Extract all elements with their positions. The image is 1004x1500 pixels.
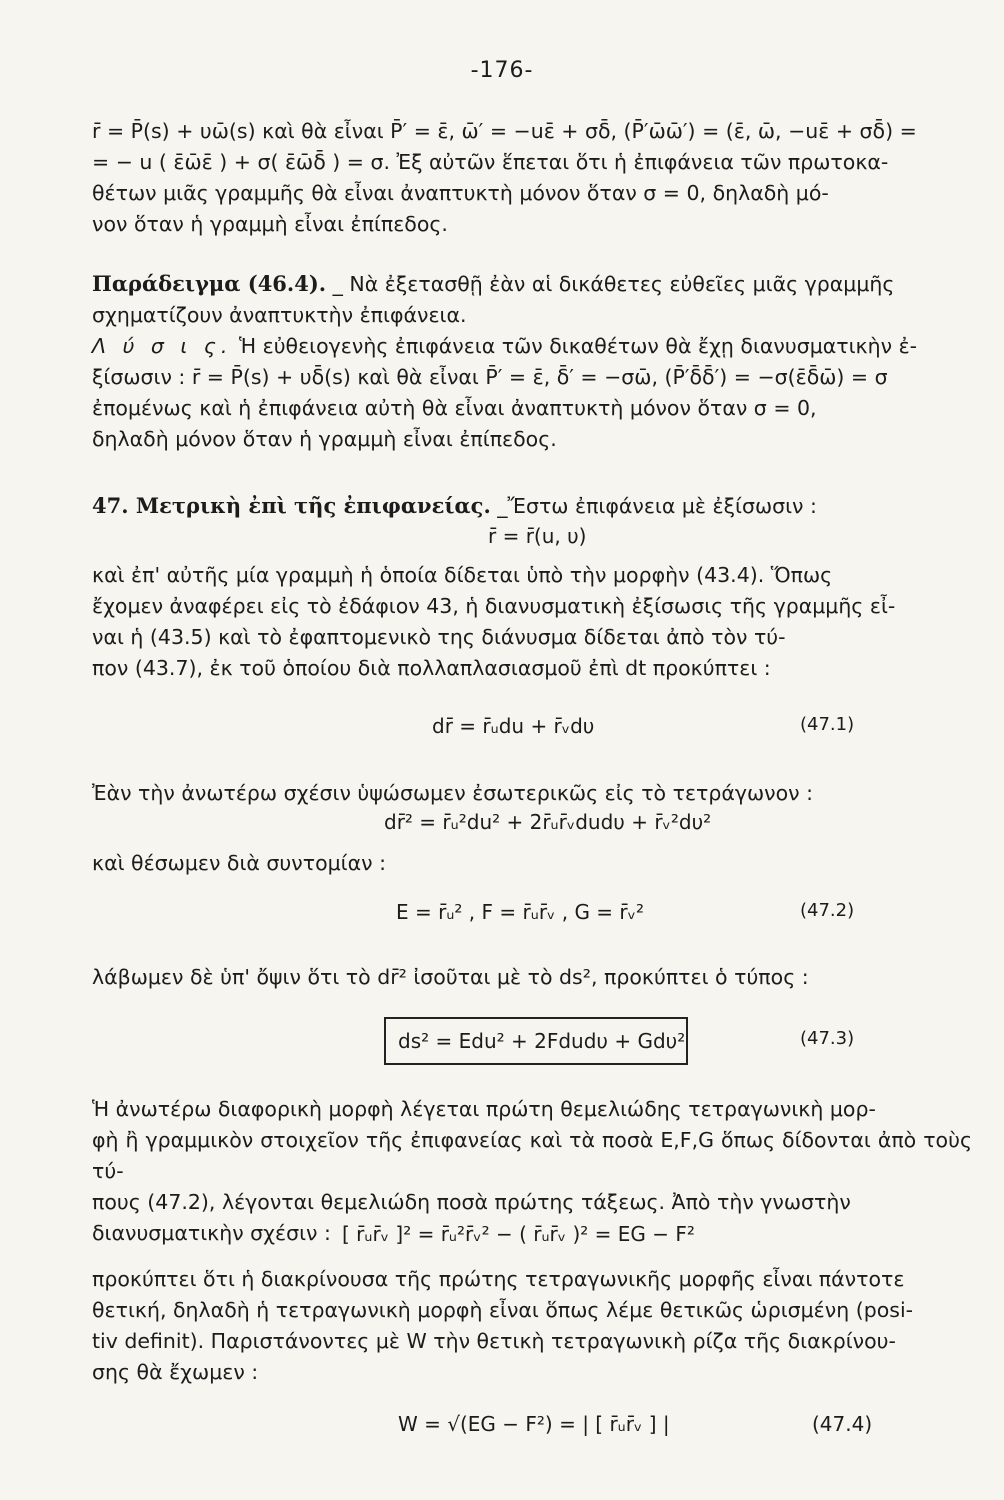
text-line: ναι ἡ (43.5) καὶ τὸ ἐφαπτομενικὸ της διάνυσμα δίδεται ἀπὸ τὸν τύ- <box>92 625 786 649</box>
equation-47-2: E = r̄ᵤ² , F = r̄ᵤr̄ᵥ , G = r̄ᵥ² <box>396 900 644 924</box>
solution-label: Λ ύ σ ι ς. <box>92 334 233 358</box>
text-line: προκύπτει ὅτι ἡ διακρίνουσα τῆς πρώτης τετραγωνικῆς μορφῆς εἶναι πάντοτε <box>92 1267 905 1291</box>
solution-text: δηλαδὴ μόνον ὅταν ἡ γραμμὴ εἶναι ἐπίπεδος. <box>92 427 557 451</box>
paragraph-positive-definite <box>92 1264 972 1388</box>
text-line: tiv definit). Παριστάνοντες μὲ W τὴν θετικὴ τετραγωνικὴ ρίζα τῆς διακρίνου- <box>92 1329 896 1353</box>
text-line: φὴ ἢ γραμμικὸν στοιχεῖον τῆς ἐπιφανείας καὶ τὰ ποσὰ E,F,G ὅπως δίδονται ἀπὸ τοὺς τύ- <box>92 1128 972 1183</box>
equation-number: (47.2) <box>800 900 855 921</box>
section-47 <box>92 490 972 522</box>
section-intro: _Ἔστω ἐπιφάνεια μὲ ἐξίσωσιν : <box>497 494 817 518</box>
equation-squared: dr̄² = r̄ᵤ²du² + 2r̄ᵤr̄ᵥdudυ + r̄ᵥ²dυ² <box>384 810 712 834</box>
section-heading: 47. Μετρικὴ ἐπὶ τῆς ἐπιφανείας. <box>92 493 491 518</box>
text-line: ἔχομεν ἀναφέρει εἰς τὸ ἐδάφιον 43, ἡ διανυσματικὴ ἐξίσωσις τῆς γραμμῆς εἶ- <box>92 594 896 618</box>
equation-lagrange-identity: [ r̄ᵤr̄ᵥ ]² = r̄ᵤ²r̄ᵥ² − ( r̄ᵤr̄ᵥ )² = EG − F² <box>342 1222 695 1246</box>
text-line: = − u ( ε̄ω̄ε̄ ) + σ( ε̄ω̄δ̄ ) = σ. Ἐξ αὐτῶν ἕπεται ὅτι ἡ ἐπιφάνεια τῶν πρωτοκα- <box>92 150 889 174</box>
example-46-4: Παράδειγμα (46.4). _ Νὰ ἐξετασθῇ ἐὰν αἱ δικάθετες εὐθεῖες μιᾶς γραμμῆς σχηματίζουν ἀναπτυκτὴν ἐπιφάνεια. Λ ύ σ ι ς. Ἡ εὐθειογενὴς ἐπιφάνεια τῶν δικαθέτων θὰ ἔχῃ διανυσματικὴν ἐ- ξίσωσιν : r̄ = P̄(s) + υδ̄(s) καὶ θὰ εἶναι P̄′ = ε̄, δ̄′ = −σω̄, (P̄′δ̄δ̄′) = −σ(ε̄δ̄ω̄) = σ ἐπομένως καὶ ἡ ἐπιφάνεια αὐτὴ θὰ εἶναι ἀναπτυκτὴ μόνον ὅταν σ = 0, δηλαδὴ μόνον ὅταν ἡ γραμμὴ εἶναι ἐπίπεδος. <box>92 268 972 455</box>
text-square: Ἐὰν τὴν ἀνωτέρω σχέσιν ὑψώσωμεν ἐσωτερικῶς εἰς τὸ τετράγωνον : <box>92 781 814 805</box>
equation-47-4: W = √(EG − F²) = | [ r̄ᵤr̄ᵥ ] | <box>398 1412 670 1436</box>
text-line: διανυσματικὴν σχέσιν : <box>92 1221 331 1245</box>
paragraph-developable-binormal <box>92 116 972 240</box>
example-text: σχηματίζουν ἀναπτυκτὴν ἐπιφάνεια. <box>92 303 467 327</box>
solution-text: ἐπομένως καὶ ἡ ἐπιφάνεια αὐτὴ θὰ εἶναι ἀναπτυκτὴ μόνον ὅταν σ = 0, <box>92 396 817 420</box>
text-line: r̄ = P̄(s) + υω̄(s) καὶ θὰ εἶναι P̄′ = ε̄, ω̄′ = −uε̄ + σδ̄, (P̄′ω̄ω̄′) = (ε̄, ω̄, −uε̄ + σδ̄) = <box>92 119 917 143</box>
solution-text: ξίσωσιν : r̄ = P̄(s) + υδ̄(s) καὶ θὰ εἶναι P̄′ = ε̄, δ̄′ = −σω̄, (P̄′δ̄δ̄′) = −σ(ε̄δ̄ω̄) = σ <box>92 365 888 389</box>
equation-47-3: ds² = Edu² + 2Fdudυ + Gdυ² <box>398 1029 686 1053</box>
example-heading: Παράδειγμα (46.4). <box>92 271 327 296</box>
paragraph-curve-on-surface <box>92 560 972 684</box>
text-line: Ἡ ἀνωτέρω διαφορικὴ μορφὴ λέγεται πρώτη θεμελιώδης τετραγωνικὴ μορ- <box>92 1097 876 1121</box>
equation-number: (47.3) <box>800 1028 855 1049</box>
solution-text: Ἡ εὐθειογενὴς ἐπιφάνεια τῶν δικαθέτων θὰ ἔχῃ διανυσματικὴν ἐ- <box>238 334 918 358</box>
text-line: θέτων μιᾶς γραμμῆς θὰ εἶναι ἀναπτυκτὴ μόνον ὅταν σ = 0, δηλαδὴ μό- <box>92 181 829 205</box>
text-line: σης θὰ ἔχωμεν : <box>92 1360 259 1384</box>
page-number: -176- <box>470 58 534 83</box>
equation-47-1: dr̄ = r̄ᵤdu + r̄ᵥdυ <box>432 714 595 738</box>
text-define: καὶ θέσωμεν διὰ συντομίαν : <box>92 851 386 875</box>
text-line: πον (43.7), ἐκ τοῦ ὁποίου διὰ πολλαπλασιασμοῦ ἐπὶ dt προκύπτει : <box>92 656 771 680</box>
text-ds: λάβωμεν δὲ ὑπ' ὄψιν ὅτι τὸ dr̄² ἰσοῦται μὲ τὸ ds², προκύπτει ὁ τύπος : <box>92 965 809 989</box>
text-line: πους (47.2), λέγονται θεμελιώδη ποσὰ πρώτης τάξεως. Ἀπὸ τὴν γνωστὴν <box>92 1190 851 1214</box>
surface-equation: r̄ = r̄(u, υ) <box>488 524 587 548</box>
text-line: θετική, δηλαδὴ ἡ τετραγωνικὴ μορφὴ εἶναι ὅπως λέμε θετικῶς ὡρισμένη (posi- <box>92 1298 914 1322</box>
equation-number: (47.1) <box>800 714 855 735</box>
equation-number: (47.4) <box>812 1412 873 1436</box>
text-line: καὶ ἐπ' αὐτῆς μία γραμμὴ ἡ ὁποία δίδεται ὑπὸ τὴν μορφὴν (43.4). Ὅπως <box>92 563 833 587</box>
example-text: Νὰ ἐξετασθῇ ἐὰν αἱ δικάθετες εὐθεῖες μιᾶς γραμμῆς <box>349 272 895 296</box>
text-line: νον ὅταν ἡ γραμμὴ εἶναι ἐπίπεδος. <box>92 212 448 236</box>
equation-47-3-box <box>384 1017 688 1065</box>
